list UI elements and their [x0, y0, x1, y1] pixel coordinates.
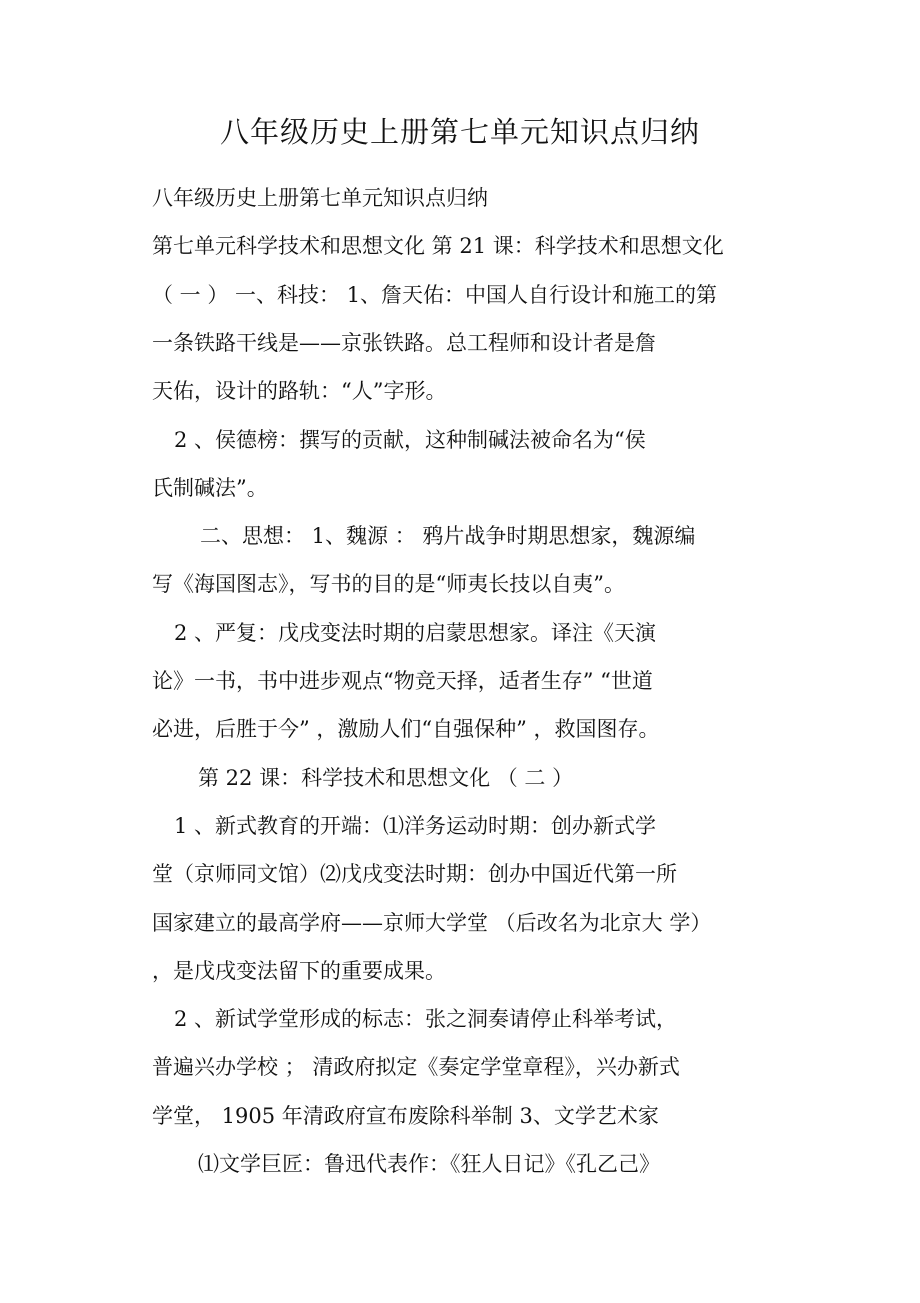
text-line: 2 、新试学堂形成的标志：张之洞奏请停止科举考试，	[174, 1007, 678, 1031]
text-line: ，是戊戌变法留下的重要成果。	[152, 959, 446, 983]
text-line: 天佑，设计的路轨：“人”字形。	[152, 379, 447, 403]
text-line: 第七单元科学技术和思想文化 第 21 课：科学技术和思想文化	[152, 234, 724, 258]
text-line: 论》一书，书中进步观点“物竞天择，适者生存” “世道	[152, 669, 653, 693]
text-line: 1 、新式教育的开端：⑴洋务运动时期：创办新式学	[174, 814, 657, 838]
text-line: 一条铁路干线是——京张铁路。总工程师和设计者是詹	[152, 331, 656, 355]
text-line: 学堂， 1905 年清政府宣布废除科举制 3、文学艺术家	[152, 1104, 659, 1128]
text-line: 2 、严复：戊戌变法时期的启蒙思想家。译注《天演	[174, 621, 657, 645]
text-line: 写《海国图志》，写书的目的是“师夷长技以自夷”。	[152, 572, 625, 596]
text-line: 氏制碱法”。	[152, 476, 268, 500]
document-title: 八年级历史上册第七单元知识点归纳	[219, 115, 700, 149]
text-line: 必进，后胜于今” ，激励人们“自强保种” ，救国图存。	[152, 717, 660, 741]
text-line: 2 、侯德榜：撰写的贡献，这种制碱法被命名为“侯	[174, 428, 646, 452]
text-line: 八年级历史上册第七单元知识点归纳	[152, 186, 488, 210]
text-line: 二、思想： 1、魏源 ： 鸦片战争时期思想家，魏源编	[200, 524, 696, 548]
text-line: 堂（京师同文馆）⑵戊戌变法时期：创办中国近代第一所	[152, 862, 677, 886]
text-line: 普遍兴办学校 ； 清政府拟定《奏定学堂章程》，兴办新式	[152, 1055, 680, 1079]
text-line: 第 22 课：科学技术和思想文化 （ 二 ）	[198, 766, 574, 790]
text-line: 国家建立的最高学府——京师大学堂 （后改名为北京大 学）	[152, 911, 712, 935]
text-line: ⑴文学巨匠：鲁迅代表作：《狂人日记》《孔乙己》	[198, 1152, 660, 1176]
text-line: （ 一 ） 一、科技： 1、詹天佑：中国人自行设计和施工的第	[152, 283, 718, 307]
